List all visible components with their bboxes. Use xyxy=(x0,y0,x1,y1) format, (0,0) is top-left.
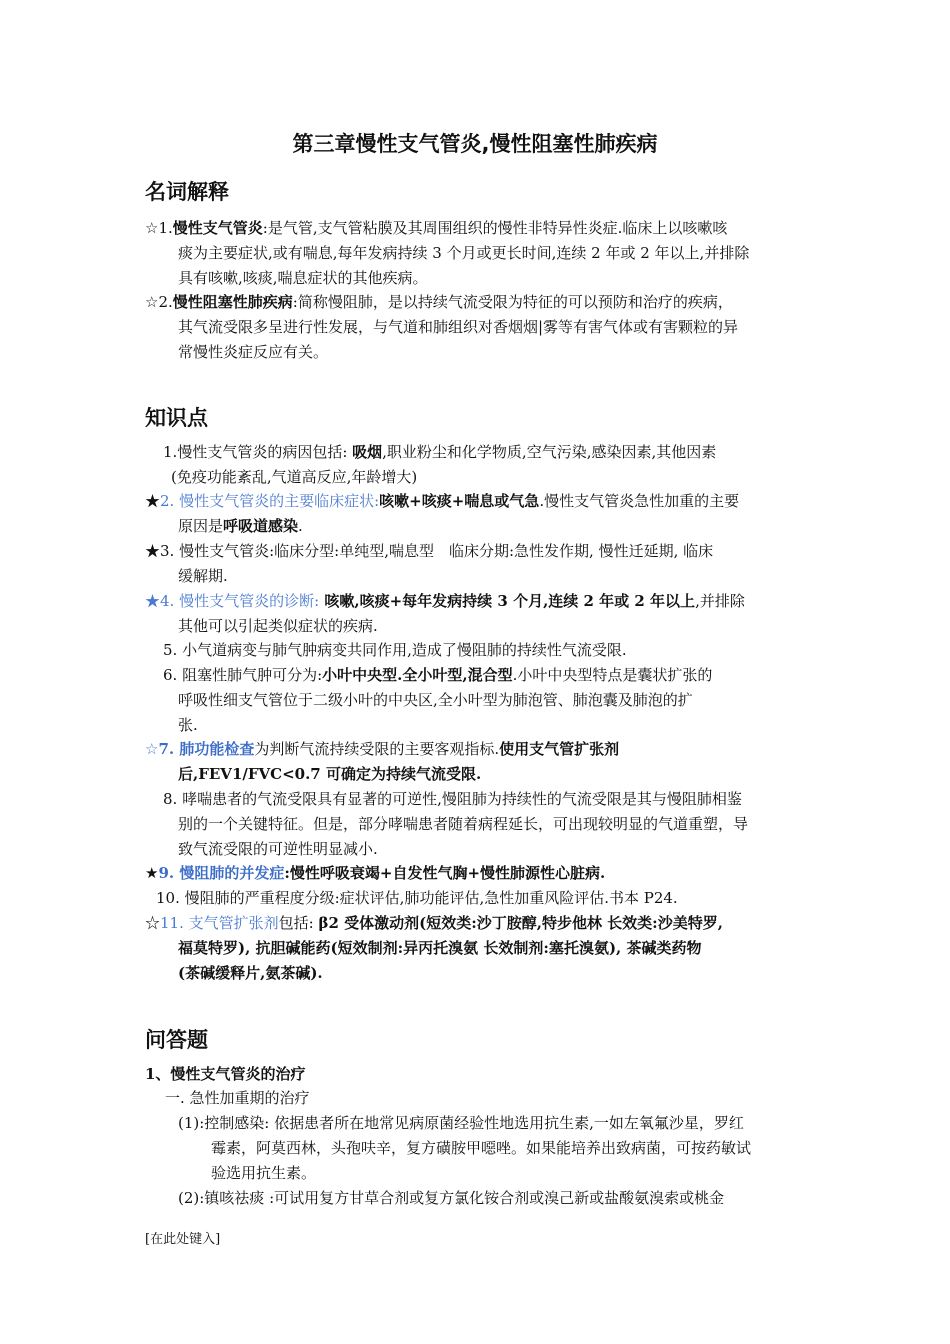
item-bold-text: β2 受体激动剂(短效类:沙丁胺醇,特步他林 长效类:沙美特罗, xyxy=(318,914,723,932)
knowledge-line xyxy=(145,861,810,886)
subsection-title: 一. 急性加重期的治疗 xyxy=(165,1089,310,1107)
knowledge-line: 缓解期. xyxy=(178,567,228,585)
term-line: 其气流受限多呈进行性发展，与气道和肺组织对香烟烟|雾等有害气体或有害颗粒的异 xyxy=(178,318,739,336)
item-number: 9. xyxy=(158,864,180,882)
knowledge-line: 10. 慢阻肺的严重程度分级:症状评估,肺功能评估,急性加重风险评估.书本 P24. xyxy=(156,889,678,907)
knowledge-line xyxy=(145,514,810,539)
term-line xyxy=(145,290,810,315)
item-blue-text: 肺功能检查 xyxy=(179,740,255,758)
term-item-2 xyxy=(145,290,810,365)
item-number: 7. xyxy=(158,740,180,758)
section-heading-knowledge: 知识点 xyxy=(145,406,208,430)
knowledge-line: 福莫特罗), 抗胆碱能药(短效制剂:异丙托溴氨 长效制剂:塞托溴氨), 茶碱类药物 xyxy=(178,939,702,957)
hollow-star-marker: ☆ xyxy=(145,740,159,758)
knowledge-line: 5. 小气道病变与肺气肿病变共同作用,造成了慢阻肺的持续性气流受限. xyxy=(163,641,627,659)
item-bold-text: 咳嗽,咳痰+每年发病持续 3 个月,连续 2 年或 2 年以上 xyxy=(319,592,696,610)
item-text: 慢性支气管炎的病因包括: xyxy=(177,443,353,461)
hollow-star-marker: ☆2. xyxy=(145,293,173,311)
term-definition: :简称慢阻肺，是以持续气流受限为特征的可以预防和治疗的疾病， xyxy=(292,293,733,311)
knowledge-item-4 xyxy=(145,589,810,639)
hollow-star-marker: ☆1. xyxy=(145,219,173,237)
knowledge-line xyxy=(145,489,810,514)
item-text: 包括: xyxy=(278,914,319,932)
term-line: 具有咳嗽,咳痰,喘息症状的其他疾病。 xyxy=(178,269,428,287)
knowledge-line xyxy=(145,589,810,614)
paragraph-line: 验选用抗生素。 xyxy=(211,1164,317,1182)
term-line: 常慢性炎症反应有关。 xyxy=(178,343,329,361)
item-text: .小叶中央型特点是囊状扩张的 xyxy=(512,666,713,684)
item-blue-text: 慢阻肺的并发症 xyxy=(179,864,285,882)
item-text: 3. 慢性支气管炎:临床分型:单纯型,喘息型 临床分期:急性发作期, 慢性迁延期, 临床 xyxy=(160,542,714,560)
knowledge-item-10 xyxy=(145,886,810,911)
footer-placeholder[interactable]: [在此处键入] xyxy=(145,1232,221,1247)
solid-star-marker: ★ xyxy=(145,542,161,560)
knowledge-item-2 xyxy=(145,489,810,539)
item-text: 原因是 xyxy=(178,517,224,535)
knowledge-line xyxy=(145,911,810,936)
item-blue-text: 慢性支气管炎的主要临床症状: xyxy=(179,492,380,510)
knowledge-line: 致气流受限的可逆性明显减小. xyxy=(178,840,378,858)
knowledge-item-7 xyxy=(145,737,810,787)
item-bold-text: 使用支气管扩张剂 xyxy=(499,740,620,758)
knowledge-line: 后,FEV1/FVC<0.7 可确定为持续气流受限. xyxy=(178,765,482,783)
item-blue-text: 支气管扩张剂 xyxy=(188,914,279,932)
item-number: 11. xyxy=(160,914,189,932)
knowledge-item-6 xyxy=(145,663,810,738)
section-heading-qa: 问答题 xyxy=(145,1028,208,1052)
knowledge-line: (茶碱缓释片,氨茶碱). xyxy=(178,964,323,982)
item-bold-text: 呼吸道感染 xyxy=(223,517,299,535)
hollow-star-marker: ☆ xyxy=(145,914,161,932)
item-bold-text: 吸烟 xyxy=(352,443,383,461)
item-bold-text: :慢性呼吸衰竭+自发性气胸+慢性肺源性心脏病. xyxy=(284,864,606,882)
knowledge-line: 呼吸性细支气管位于二级小叶的中央区,全小叶型为肺泡管、肺泡囊及肺泡的扩 xyxy=(178,691,693,709)
item-text: ,职业粉尘和化学物质,空气污染,感染因素,其他因素 xyxy=(382,443,717,461)
knowledge-line: 其他可以引起类似症状的疾病. xyxy=(178,617,378,635)
term-name: 慢性阻塞性肺疾病 xyxy=(172,293,293,311)
term-line xyxy=(145,216,810,241)
term-item-1 xyxy=(145,216,810,291)
paragraph-line: (2):镇咳祛痰 :可试用复方甘草合剂或复方氯化铵合剂或溴己新或盐酸氨溴索或桃金 xyxy=(178,1189,725,1207)
knowledge-item-1 xyxy=(145,440,810,490)
knowledge-line: 8. 哮喘患者的气流受限具有显著的可逆性,慢阻肺为持续性的气流受限是其与慢阻肺相鉴 xyxy=(163,790,742,808)
knowledge-line xyxy=(145,737,810,762)
section-heading-terms: 名词解释 xyxy=(145,180,229,204)
knowledge-item-5 xyxy=(145,638,810,663)
knowledge-line xyxy=(145,539,810,564)
item-text: ,并排除 xyxy=(695,592,745,610)
term-definition: :是气管,支气管粘膜及其周围组织的慢性非特异性炎症.临床上以咳嗽咳 xyxy=(262,219,728,237)
term-name: 慢性支气管炎 xyxy=(172,219,263,237)
item-bold-text: 小叶中央型.全小叶型,混合型 xyxy=(322,666,513,684)
knowledge-line xyxy=(145,440,810,465)
item-number: 1. xyxy=(163,443,178,461)
paragraph-line: (1):控制感染: 依据患者所在地常见病原菌经验性地选用抗生素,一如左氧氟沙星，罗红 xyxy=(178,1114,744,1132)
item-number: 2. xyxy=(160,492,180,510)
knowledge-line xyxy=(145,663,810,688)
item-text: .慢性支气管炎急性加重的主要 xyxy=(539,492,740,510)
item-text: 6. 阻塞性肺气肿可分为: xyxy=(163,666,323,684)
question-title: 1、慢性支气管炎的治疗 xyxy=(145,1065,306,1083)
solid-star-marker: ★ xyxy=(145,492,161,510)
knowledge-item-11 xyxy=(145,911,810,986)
solid-star-marker: ★ xyxy=(145,864,159,882)
chapter-title: 第三章慢性支气管炎,慢性阻塞性肺疾病 xyxy=(292,132,658,156)
knowledge-line: (免疫功能紊乱,气道高反应,年龄增大) xyxy=(171,468,418,486)
item-number: 4. xyxy=(160,592,180,610)
paragraph-line: 霉素，阿莫西林，头孢呋辛，复方磺胺甲噁唑。如果能培养出致病菌，可按药敏试 xyxy=(211,1139,752,1157)
item-text: 为判断气流持续受限的主要客观指标. xyxy=(254,740,500,758)
item-bold-text: 咳嗽+咳痰+喘息或气急 xyxy=(379,492,540,510)
knowledge-line: 张. xyxy=(178,716,198,734)
solid-star-marker: ★ xyxy=(145,592,161,610)
item-text: . xyxy=(298,517,303,535)
knowledge-line: 别的一个关键特征。但是，部分哮喘患者随着病程延长，可出现较明显的气道重塑，导 xyxy=(178,815,749,833)
knowledge-item-8 xyxy=(145,787,810,862)
knowledge-item-9 xyxy=(145,861,810,886)
knowledge-item-3 xyxy=(145,539,810,589)
item-blue-text: 慢性支气管炎的诊断: xyxy=(179,592,320,610)
term-line: 痰为主要症状,或有喘息,每年发病持续 3 个月或更长时间,连续 2 年或 2 年以上,并排除 xyxy=(178,244,750,262)
